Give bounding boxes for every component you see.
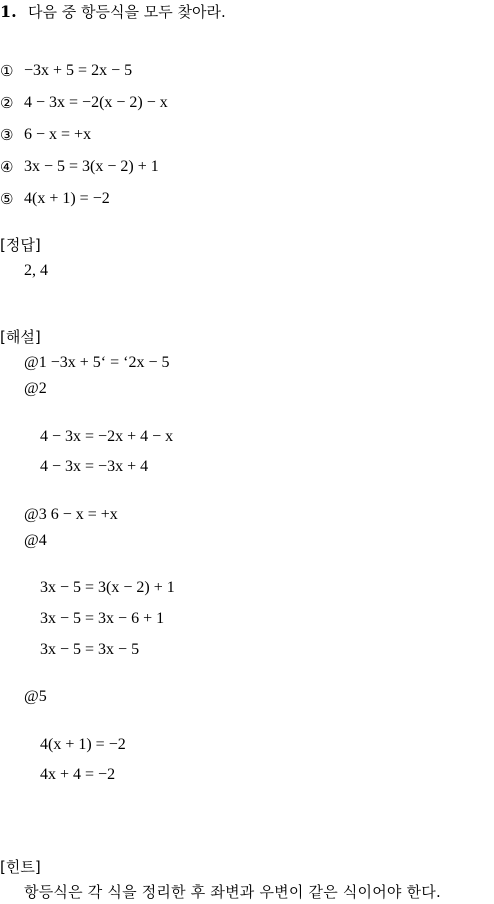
answer-label: [정답] — [0, 236, 41, 254]
choice-1-marker: ① — [0, 62, 14, 80]
choice-1-expr: −3x + 5 = 2x − 5 — [24, 62, 133, 79]
explanation-line: @2 — [24, 380, 47, 397]
explanation-line: @5 — [24, 688, 47, 705]
choice-2-expr: 4 − 3x = −2(x − 2) − x — [24, 94, 168, 111]
hint-label: [힌트] — [0, 858, 41, 876]
explanation-line: @3 6 − x = +x — [24, 506, 118, 523]
question-prompt: 다음 중 항등식을 모두 찾아라. — [28, 3, 226, 21]
choice-3-marker: ③ — [0, 126, 14, 144]
explanation-line: @4 — [24, 532, 47, 549]
answer-value: 2, 4 — [24, 262, 48, 279]
explanation-line: 4x + 4 = −2 — [40, 766, 116, 783]
choice-5-marker: ⑤ — [0, 190, 14, 208]
explanation-label: [해설] — [0, 328, 41, 346]
choice-2-marker: ② — [0, 94, 14, 112]
choice-4-marker: ④ — [0, 158, 14, 176]
question-number: 1. — [0, 2, 17, 21]
choice-3-expr: 6 − x = +x — [24, 126, 92, 143]
choice-4-expr: 3x − 5 = 3(x − 2) + 1 — [24, 158, 159, 175]
explanation-line: @1 −3x + 5‘ = ‘2x − 5 — [24, 354, 170, 371]
choice-5-expr: 4(x + 1) = −2 — [24, 190, 110, 207]
explanation-line: 4 − 3x = −2x + 4 − x — [40, 428, 174, 445]
explanation-line: 3x − 5 = 3x − 5 — [40, 641, 140, 658]
explanation-line: 3x − 5 = 3(x − 2) + 1 — [40, 579, 175, 596]
explanation-line: 4 − 3x = −3x + 4 — [40, 458, 149, 475]
hint-text: 항등식은 각 식을 정리한 후 좌변과 우변이 같은 식이어야 한다. — [24, 883, 441, 901]
explanation-line: 4(x + 1) = −2 — [40, 736, 126, 753]
explanation-line: 3x − 5 = 3x − 6 + 1 — [40, 610, 165, 627]
